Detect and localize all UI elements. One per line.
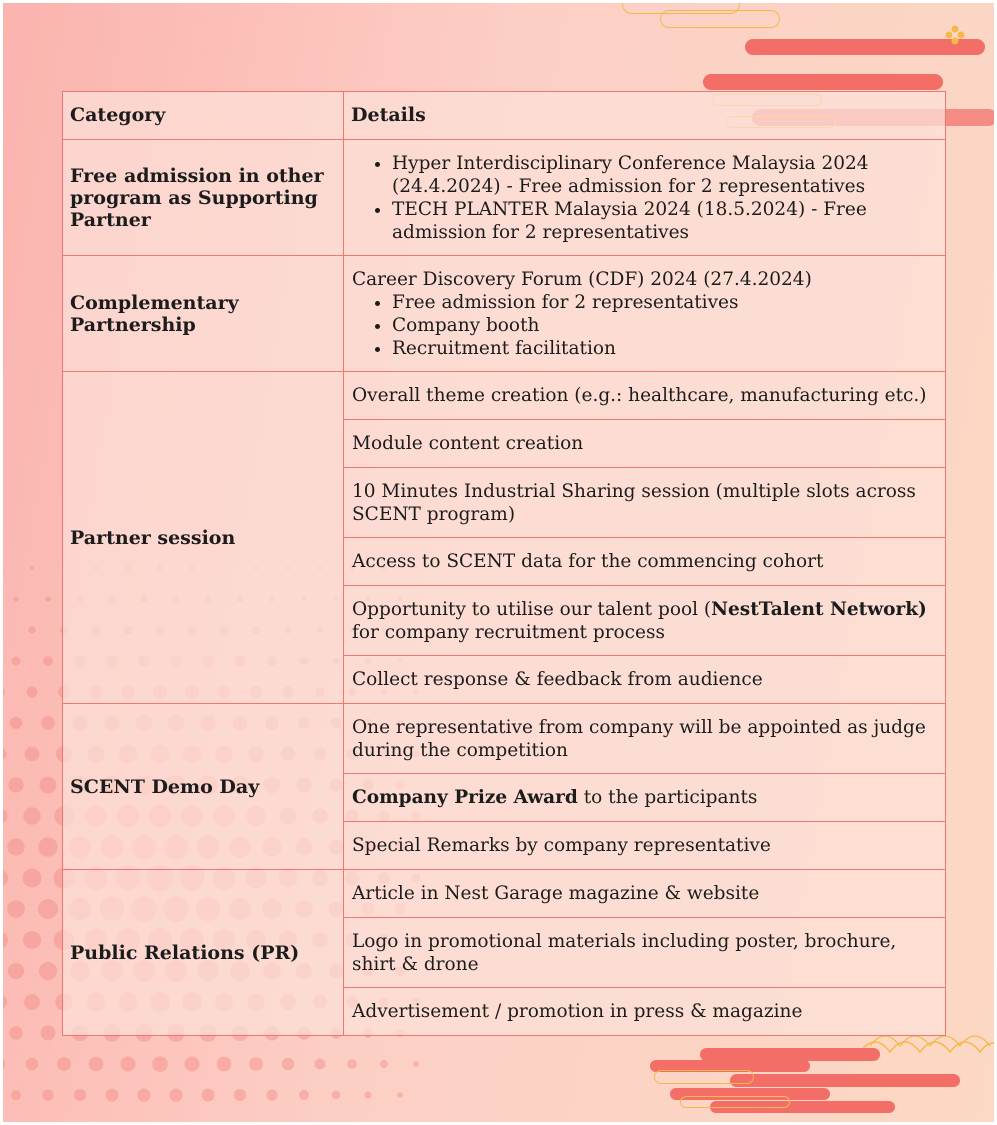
table-row (63, 256, 946, 372)
detail-advertisement: Advertisement / promotion in press & magazine (344, 988, 946, 1036)
complementary-intro: Career Discovery Forum (CDF) 2024 (27.4.2024) (352, 268, 812, 290)
header-details: Details (344, 92, 946, 140)
category-free-admission: Free admission in other program as Supporting Partner (63, 140, 344, 256)
list-item: • TECH PLANTER Malaysia 2024 (18.5.2024) - Free admission for 2 representatives (392, 198, 937, 244)
details-complementary (344, 256, 946, 372)
detail-judge: One representative from company will be appointed as judge during the competition (344, 704, 946, 774)
category-public-relations: Public Relations (PR) (63, 870, 344, 1036)
table-row (63, 140, 946, 256)
decorative-bottom-stripes (640, 1030, 997, 1125)
list-item: • Company booth (392, 314, 937, 337)
detail-feedback: Collect response & feedback from audience (344, 656, 946, 704)
free-admission-list (352, 152, 937, 244)
detail-special-remarks: Special Remarks by company representative (344, 822, 946, 870)
complementary-list (352, 291, 937, 360)
category-complementary: Complementary Partnership (63, 256, 344, 372)
table-row (63, 704, 946, 774)
detail-module-content: Module content creation (344, 420, 946, 468)
table-row (63, 870, 946, 918)
partnership-table (62, 91, 946, 1036)
talent-network-name: NestTalent Network) (711, 598, 927, 620)
list-item: • Free admission for 2 representatives (392, 291, 937, 314)
talent-text-post: for company recruitment process (352, 621, 665, 643)
header-category: Category (63, 92, 344, 140)
category-demo-day: SCENT Demo Day (63, 704, 344, 870)
prize-award-name: Company Prize Award (352, 787, 578, 808)
detail-article: Article in Nest Garage magazine & website (344, 870, 946, 918)
detail-industrial-sharing: 10 Minutes Industrial Sharing session (multiple slots across SCENT program) (344, 468, 946, 538)
category-partner-session: Partner session (63, 372, 344, 704)
talent-text-pre: Opportunity to utilise our talent pool ( (352, 598, 712, 620)
detail-theme-creation: Overall theme creation (e.g.: healthcare, manufacturing etc.) (344, 372, 946, 420)
detail-scent-data: Access to SCENT data for the commencing cohort (344, 538, 946, 586)
list-item: • Recruitment facilitation (392, 337, 937, 360)
detail-prize-award (344, 774, 946, 822)
table-header-row (63, 92, 946, 140)
detail-logo-promo: Logo in promotional materials including poster, brochure, shirt & drone (344, 918, 946, 988)
detail-talent-pool (344, 586, 946, 656)
list-item: • Hyper Interdisciplinary Conference Malaysia 2024 (24.4.2024) - Free admission for 2 representatives (392, 152, 937, 198)
details-free-admission (344, 140, 946, 256)
prize-award-text: to the participants (577, 787, 758, 808)
table-row (63, 372, 946, 420)
